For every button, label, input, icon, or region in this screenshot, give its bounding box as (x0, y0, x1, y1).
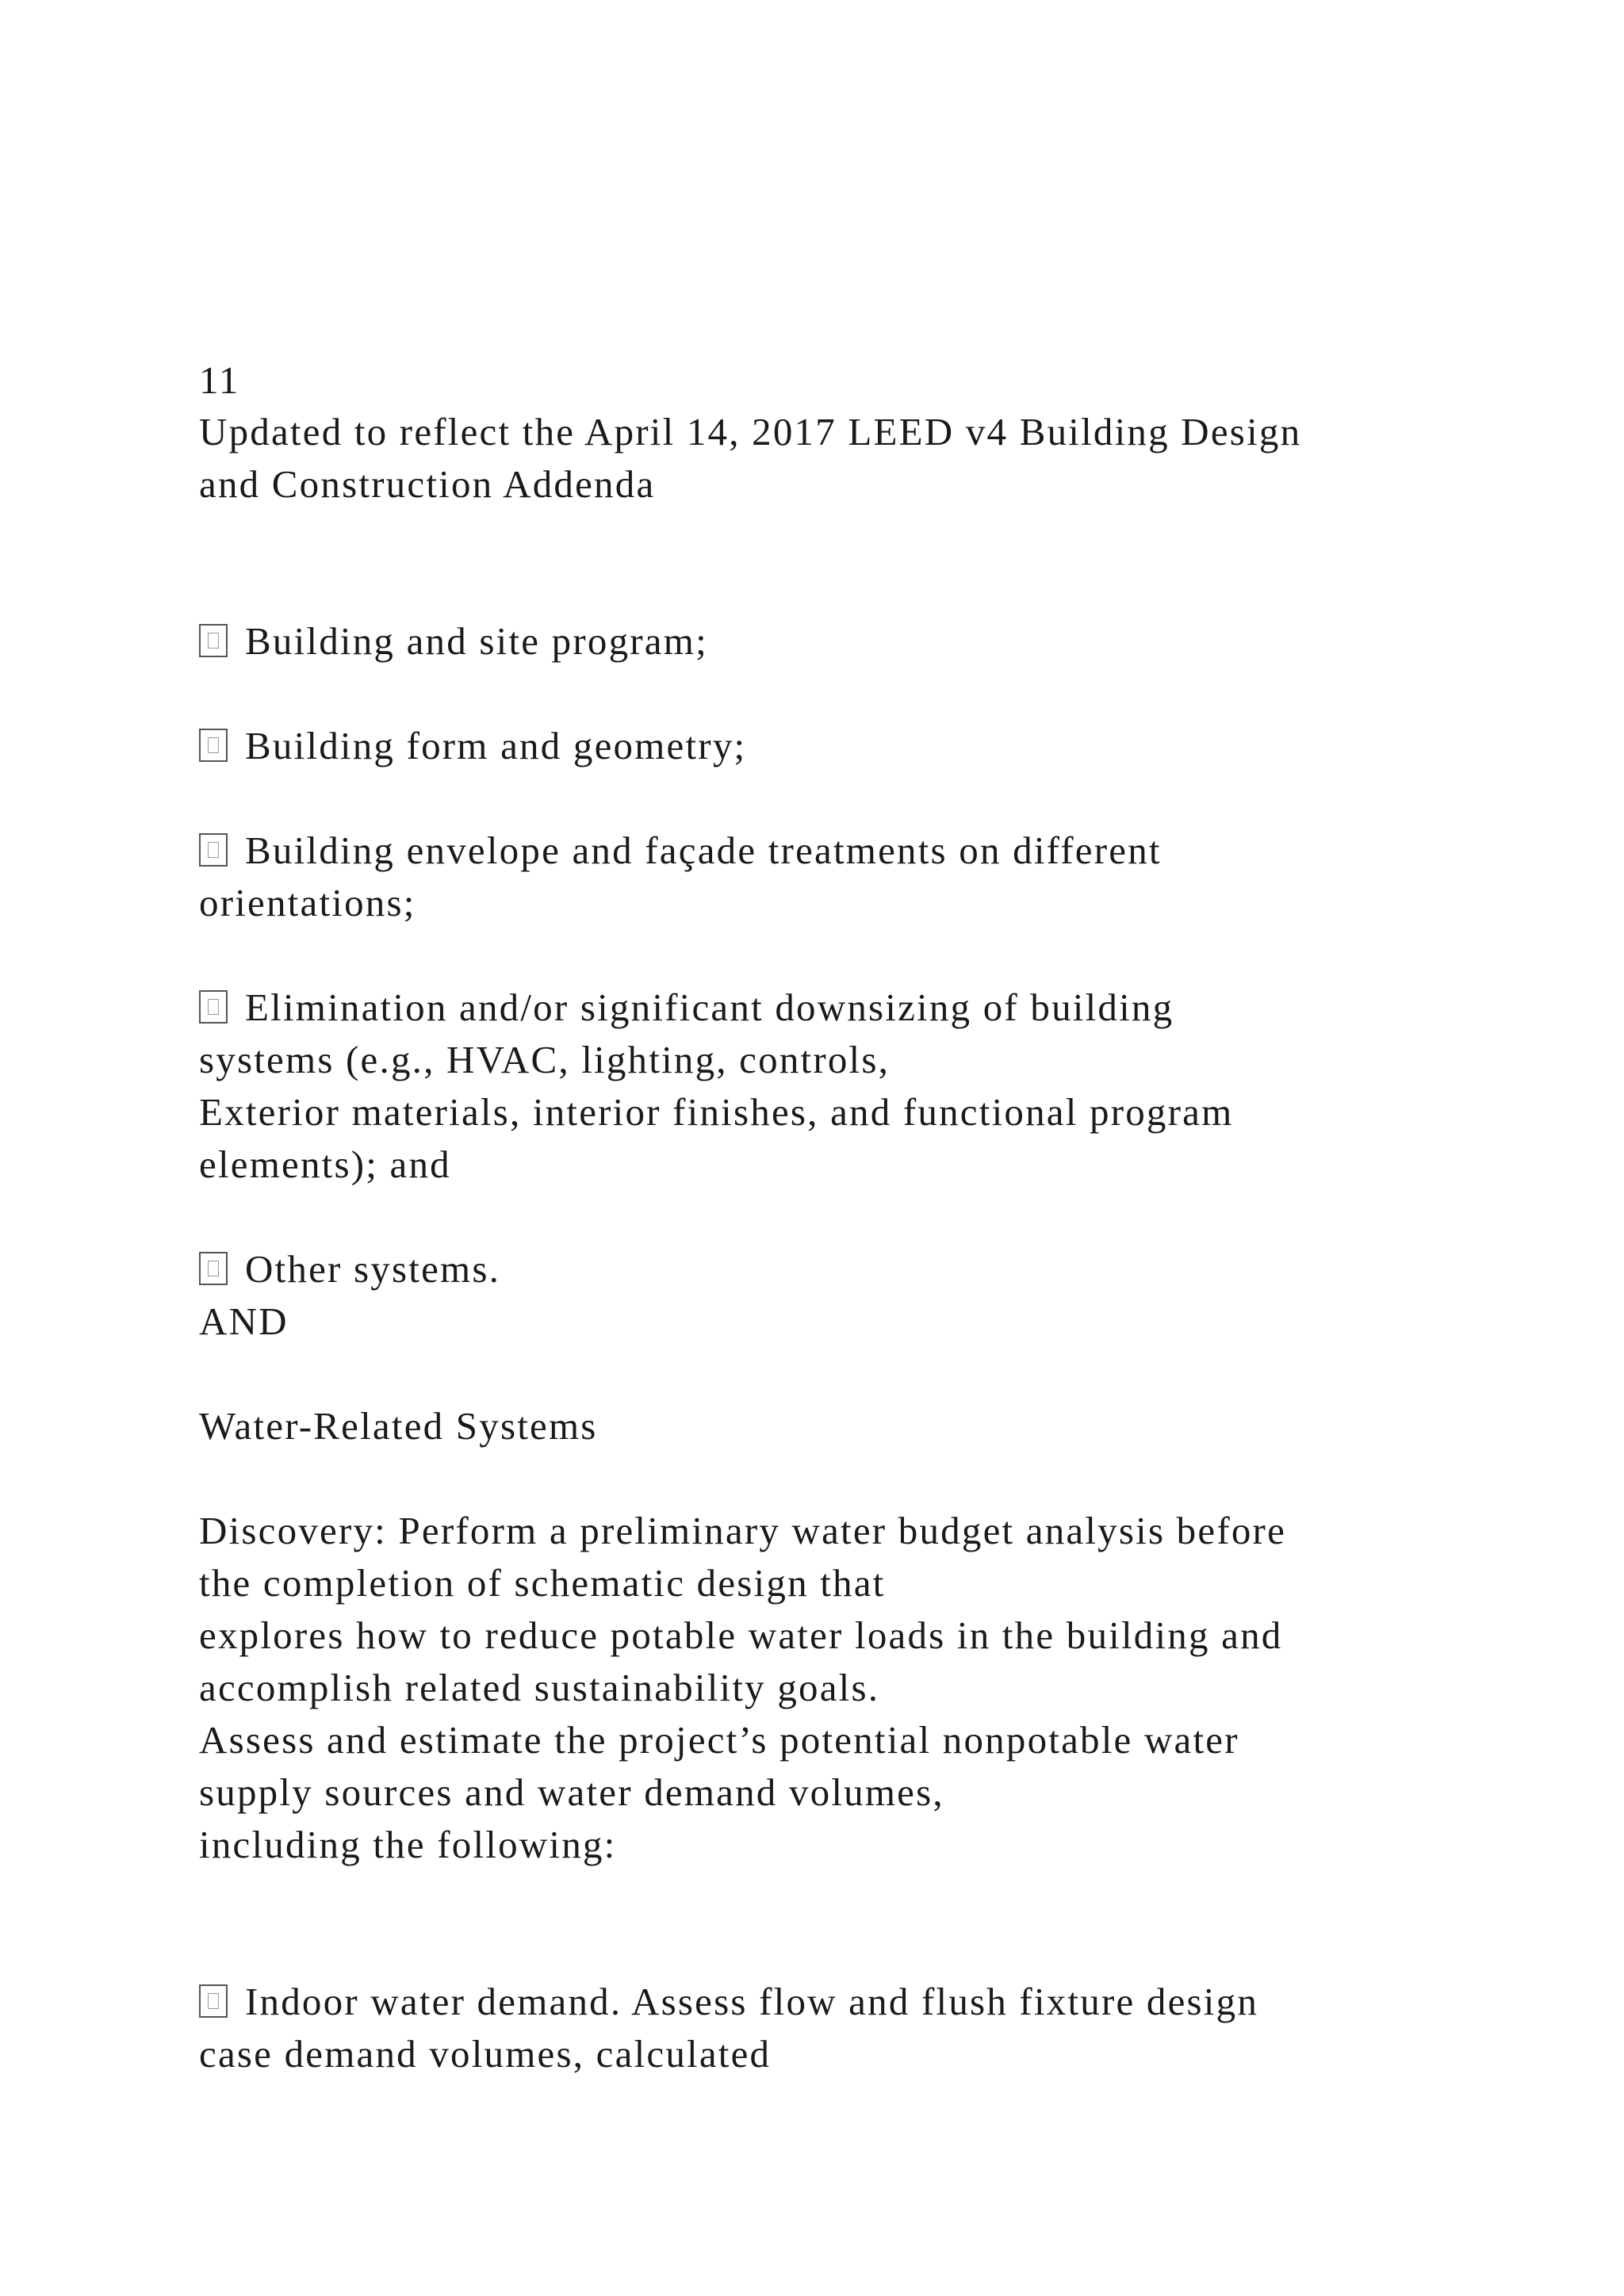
paragraph-line: Assess and estimate the project’s potential nonpotable water (199, 1718, 1239, 1762)
bullet-box-icon (199, 990, 228, 1024)
bullet-item (199, 615, 708, 668)
bullet-text: Building form and geometry; (245, 724, 747, 767)
paragraph-line: Discovery: Perform a preliminary water budget analysis before (199, 1509, 1287, 1552)
paragraph-line: supply sources and water demand volumes, (199, 1770, 944, 1814)
bullet-box-icon (199, 1252, 228, 1285)
bullet-text: Indoor water demand. Assess flow and flush fixture design (245, 1980, 1259, 2023)
paragraph-line: including the following: (199, 1823, 617, 1866)
bullet-box-icon (199, 624, 228, 657)
document-page (199, 0, 1531, 2296)
bullet-continuation: orientations; (199, 881, 416, 924)
bullet-text: Building and site program; (245, 619, 708, 663)
and-label: AND (199, 1299, 289, 1343)
bullet-continuation: elements); and (199, 1142, 451, 1186)
bullet-text: Other systems. (245, 1247, 501, 1291)
paragraph-line: the completion of schematic design that (199, 1561, 886, 1605)
bullet-box-icon (199, 1984, 228, 2018)
bullet-continuation: Exterior materials, interior finishes, and functional program (199, 1090, 1234, 1134)
bullet-continuation: case demand volumes, calculated (199, 2032, 772, 2076)
bullet-text: Building envelope and façade treatments on different (245, 828, 1162, 872)
bullet-item (199, 982, 1174, 1034)
header-line-2: and Construction Addenda (199, 462, 656, 506)
bullet-box-icon (199, 833, 228, 867)
paragraph-line: accomplish related sustainability goals. (199, 1666, 880, 1709)
header-line-1: Updated to reflect the April 14, 2017 LEED v4 Building Design (199, 410, 1302, 453)
paragraph-line: explores how to reduce potable water loads in the building and (199, 1613, 1283, 1657)
bullet-item (199, 825, 1162, 877)
bullet-item (199, 1976, 1258, 2028)
bullet-text: Elimination and/or significant downsizing of building (245, 985, 1174, 1029)
bullet-item (199, 1243, 500, 1295)
bullet-item (199, 720, 746, 772)
bullet-continuation: systems (e.g., HVAC, lighting, controls, (199, 1038, 891, 1081)
page-number: 11 (199, 358, 240, 402)
bullet-box-icon (199, 729, 228, 762)
section-heading: Water-Related Systems (199, 1404, 598, 1448)
